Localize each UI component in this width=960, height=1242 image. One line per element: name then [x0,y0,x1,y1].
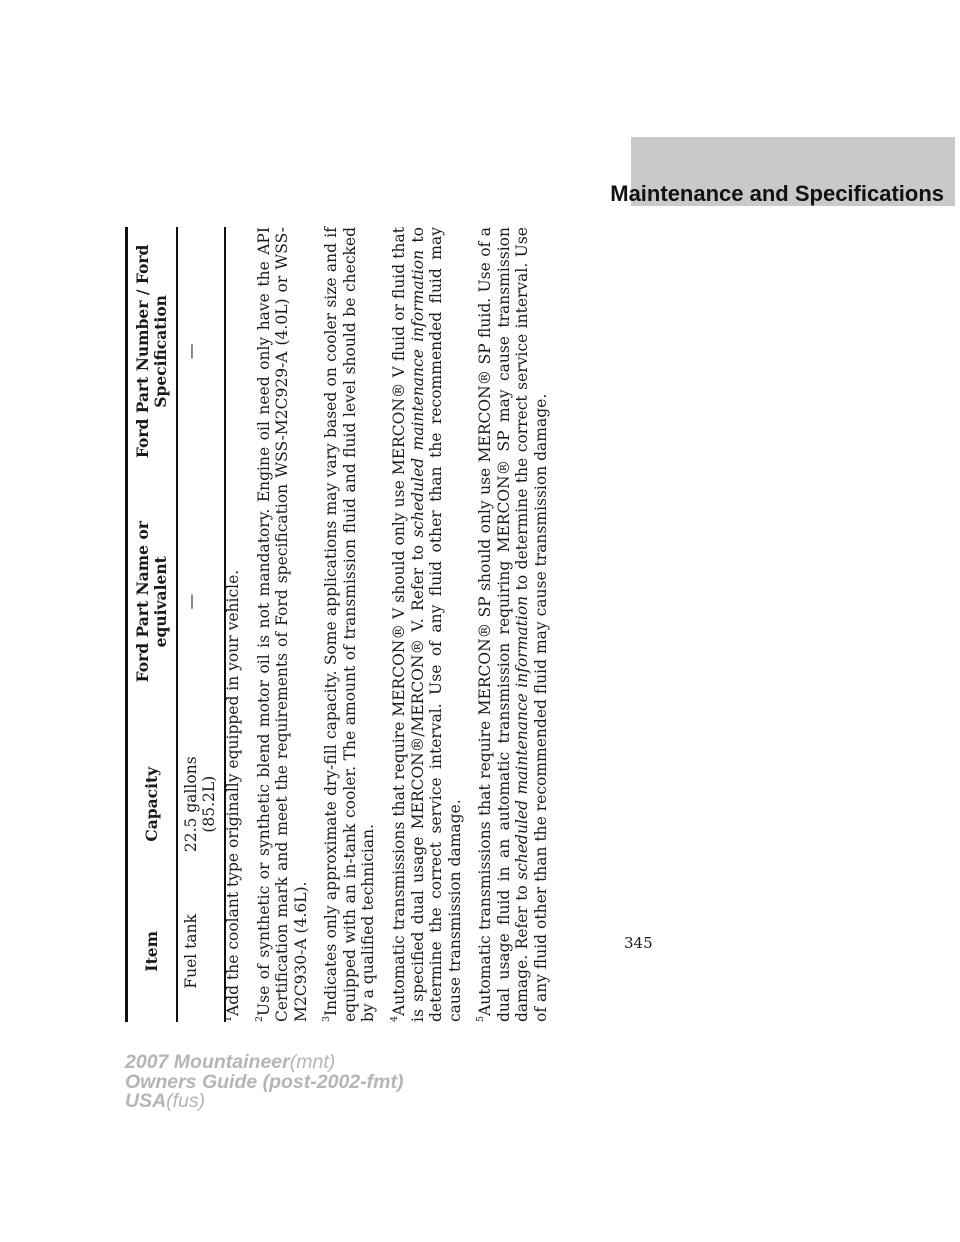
cell-capacity: 22.5 gallons (85.2L) [182,756,218,853]
table-row [177,227,225,1022]
page-number: 345 [624,934,653,952]
scheduled-maintenance-reference: scheduled maintenance information [408,249,427,538]
rotated-content [125,227,550,1022]
table-header-row [127,227,178,1022]
header-part-name: Ford Part Name or equivalent [127,476,178,728]
header-item: Item [127,881,178,1022]
footnotes [221,227,559,1022]
scheduled-maintenance-reference: scheduled maintenance information [513,595,532,880]
footnote-4: $^4$Automatic transmissions that require MERCON® V should only use MERCON® V fluid or fluid that is specified dual usage MERCON®/MERCON® V. Refer to scheduled maintenance information to determine the correct service interval. Use of any fluid other than the recommended fluid may cause transmission damage. [388,227,464,1022]
document-footer: 2007 Mountaineer(mnt) Owners Guide (post-2002-fmt) USA(fus) [125,1051,404,1112]
section-title: Maintenance and Specifications [610,181,944,206]
header-capacity: Capacity [127,728,178,881]
footnote-1: $^1$Add the coolant type originally equipped in your vehicle. [223,569,243,1022]
footnote-5: $^5$Automatic transmissions that require MERCON® SP should only use MERCON® SP fluid. Use of a dual usage fluid in an automatic transmission requiring MERCON® SP may cause transmission damage. Refer to scheduled maintenance information to determine the correct service interval. Use of any fluid other than the recommended fluid may cause transmission damage. [475,227,550,1022]
footnote-3: $^3$Indicates only approximate dry-fill capacity. Some applications may vary based on cooler size and if equipped with an in-tank cooler. The amount of transmission fluid and fluid level should be checked by a qualified technician. [321,227,378,1022]
cell-part-name: — [182,594,200,610]
cell-part-number: — [182,343,200,360]
specification-table [125,227,226,1022]
cell-item: Fuel tank [182,914,200,989]
header-part-number: Ford Part Number / Ford Specification [127,227,178,476]
footnote-2: $^2$Use of synthetic or synthetic blend motor oil is not mandatory. Engine oil need only have the API Certification mark and meet the requirements of Ford specification WSS-M2C929-A (4.0L) or WSS-M2C930-A (4.6L). [253,227,310,1022]
